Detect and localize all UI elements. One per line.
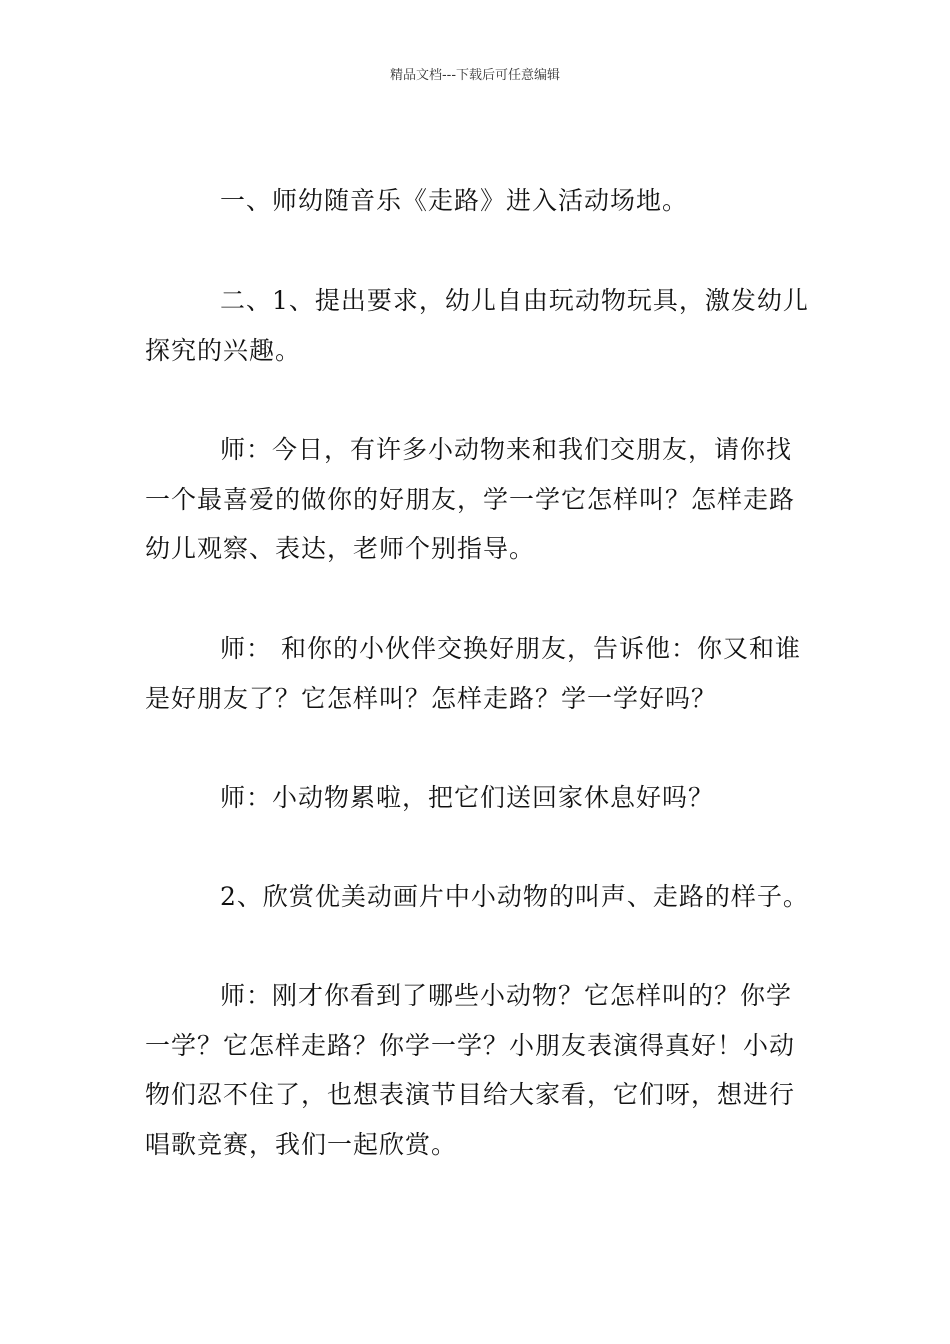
page-header: 精品文档---下载后可任意编辑	[389, 68, 561, 83]
paragraph-4: 师： 和你的小伙伴交换好朋友，告诉他：你又和谁是好朋友了？它怎样叫？怎样走路？学一学好吗？	[145, 634, 801, 713]
paragraph-3: 师：今日，有许多小动物来和我们交朋友，请你找一个最喜爱的做你的好朋友，学一学它怎样叫？怎样走路幼儿观察、表达，老师个别指导。	[145, 435, 796, 563]
paragraph-2: 二、1、提出要求，幼儿自由玩动物玩具，激发幼儿探究的兴趣。	[145, 286, 809, 365]
paragraph-7: 师：刚才你看到了哪些小动物？它怎样叫的？你学一学？它怎样走路？你学一学？小朋友表演得真好！小动物们忍不住了，也想表演节目给大家看，它们呀，想进行唱歌竞赛，我们一起欣赏。	[145, 981, 796, 1159]
paragraph-5: 师：小动物累啦，把它们送回家休息好吗？	[220, 783, 715, 812]
paragraph-1: 一、师幼随音乐《走路》进入活动场地。	[220, 186, 689, 215]
paragraph-6: 2、欣赏优美动画片中小动物的叫声、走路的样子。	[220, 882, 809, 911]
